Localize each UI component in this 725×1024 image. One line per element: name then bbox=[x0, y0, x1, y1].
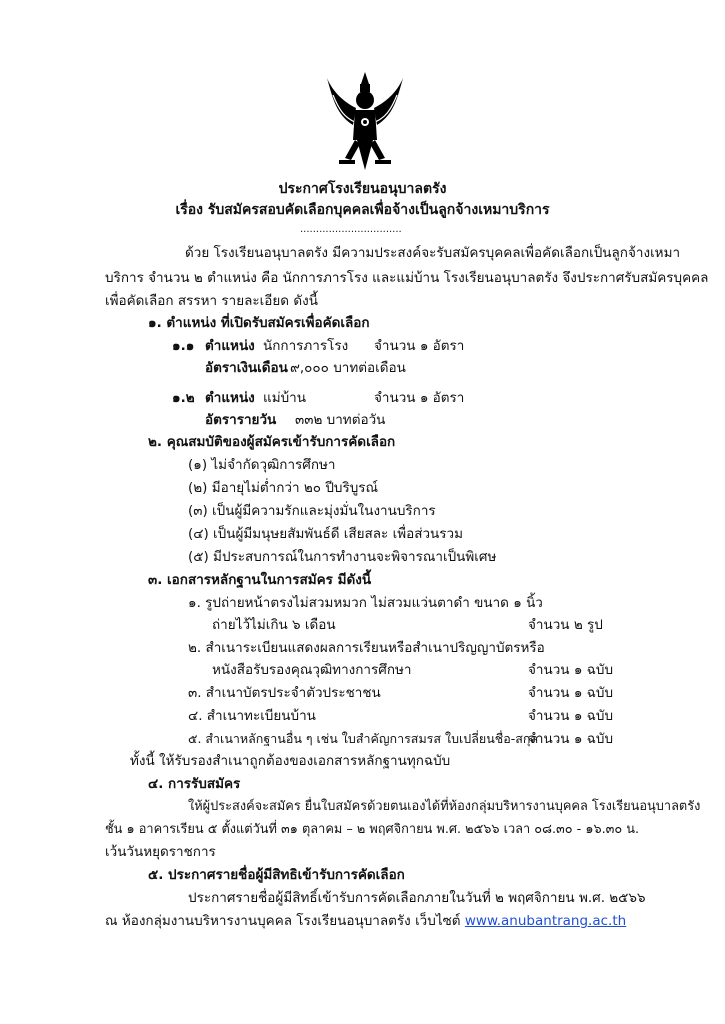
position-2-pay-value: ๓๓๒ บาทต่อวัน bbox=[295, 412, 386, 428]
documents-certification-note: ทั้งนี้ ให้รับรองสำเนาถูกต้องของเอกสารหลักฐานทุกฉบับ bbox=[130, 753, 451, 769]
document-item-2-line-2: หนังสือรับรองคุณวุฒิทางการศึกษา bbox=[212, 662, 412, 678]
position-1-number: ๑.๑ bbox=[172, 338, 195, 354]
position-2-name: แม่บ้าน bbox=[263, 390, 306, 406]
application-line-2: ชั้น ๑ อาคารเรียน ๕ ตั้งแต่วันที่ ๓๑ ตุลาคม – ๒ พฤศจิกายน พ.ศ. ๒๕๖๖ เวลา ๐๘.๓๐ - ๑๖.๓๐ น. bbox=[105, 822, 640, 837]
announcement-line-1: ประกาศรายชื่อผู้มีสิทธิ์เข้ารับการคัดเลือกภายในวันที่ ๒ พฤศจิกายน พ.ศ. ๒๕๖๖ bbox=[188, 890, 646, 906]
document-item-1-line-1: ๑. รูปถ่ายหน้าตรงไม่สวมหมวก ไม่สวมแว่นตาดำ ขนาด ๑ นิ้ว bbox=[188, 595, 543, 611]
website-link[interactable]: www.anubantrang.ac.th bbox=[464, 913, 627, 929]
position-2-pay-label: อัตรารายวัน bbox=[205, 412, 277, 428]
intro-line-3: เพื่อคัดเลือก สรรหา รายละเอียด ดังนี้ bbox=[105, 293, 318, 309]
qualification-item: (๑) ไม่จำกัดวุฒิการศึกษา bbox=[188, 457, 336, 473]
qualification-item: (๒) มีอายุไม่ต่ำกว่า ๒๐ ปีบริบูรณ์ bbox=[188, 480, 379, 496]
position-1-name: นักการภารโรง bbox=[263, 338, 349, 354]
document-item-4: ๔. สำเนาทะเบียนบ้าน bbox=[188, 708, 316, 724]
title-divider-dots: ................................ bbox=[300, 224, 402, 235]
section-1-heading: ๑. ตำแหน่ง ที่เปิดรับสมัครเพื่อคัดเลือก bbox=[148, 315, 370, 331]
intro-line-2: บริการ จำนวน ๒ ตำแหน่ง คือ นักการภารโรง และแม่บ้าน โรงเรียนอนุบาลตรัง จึงประกาศรับสมัครบุคคล bbox=[105, 270, 709, 286]
position-1-pay-label: อัตราเงินเดือน bbox=[205, 360, 288, 376]
garuda-emblem-icon bbox=[325, 70, 405, 175]
section-2-heading: ๒. คุณสมบัติของผู้สมัครเข้ารับการคัดเลือก bbox=[148, 434, 396, 450]
document-item-5-quantity: จำนวน ๑ ฉบับ bbox=[528, 731, 614, 747]
application-line-1: ให้ผู้ประสงค์จะสมัคร ยื่นใบสมัครด้วยตนเองได้ที่ห้องกลุ่มบริหารงานบุคคล โรงเรียนอนุบาลตรัง bbox=[188, 799, 701, 814]
document-item-3-quantity: จำนวน ๑ ฉบับ bbox=[528, 685, 614, 701]
position-1-pay-value: ๙,๐๐๐ บาทต่อเดือน bbox=[290, 360, 406, 376]
document-item-1-line-2: ถ่ายไว้ไม่เกิน ๖ เดือน bbox=[212, 617, 336, 633]
document-item-5: ๕. สำเนาหลักฐานอื่น ๆ เช่น ใบสำคัญการสมรส ใบเปลี่ยนชื่อ-สกุล bbox=[188, 731, 539, 746]
position-2-count: จำนวน ๑ อัตรา bbox=[374, 390, 465, 406]
announcement-title: ประกาศโรงเรียนอนุบาลตรัง bbox=[278, 181, 447, 197]
document-item-4-quantity: จำนวน ๑ ฉบับ bbox=[528, 708, 614, 724]
announcement-location: ณ ห้องกลุ่มงานบริหารงานบุคคล โรงเรียนอนุบาลตรัง เว็บไซต์ bbox=[105, 913, 461, 929]
application-line-3: เว้นวันหยุดราชการ bbox=[105, 844, 216, 860]
qualification-item: (๔) เป็นผู้มีมนุษยสัมพันธ์ดี เสียสละ เพื่อส่วนรวม bbox=[188, 526, 463, 542]
document-item-1-quantity: จำนวน ๒ รูป bbox=[528, 617, 603, 633]
document-item-3: ๓. สำเนาบัตรประจำตัวประชาชน bbox=[188, 685, 381, 701]
qualification-item: (๓) เป็นผู้มีความรักและมุ่งมั่นในงานบริการ bbox=[188, 503, 436, 519]
section-5-heading: ๕. ประกาศรายชื่อผู้มีสิทธิเข้ารับการคัดเลือก bbox=[148, 867, 405, 883]
document-item-2-quantity: จำนวน ๑ ฉบับ bbox=[528, 662, 614, 678]
announcement-subject: เรื่อง รับสมัครสอบคัดเลือกบุคคลเพื่อจ้างเป็นลูกจ้างเหมาบริการ bbox=[175, 202, 550, 218]
position-1-count: จำนวน ๑ อัตรา bbox=[374, 338, 465, 354]
section-4-heading: ๔. การรับสมัคร bbox=[148, 776, 241, 792]
position-2-number: ๑.๒ bbox=[172, 390, 195, 406]
intro-line-1: ด้วย โรงเรียนอนุบาลตรัง มีความประสงค์จะรับสมัครบุคคลเพื่อคัดเลือกเป็นลูกจ้างเหมา bbox=[185, 245, 681, 261]
qualification-item: (๕) มีประสบการณ์ในการทำงานจะพิจารณาเป็นพิเศษ bbox=[188, 549, 497, 565]
announcement-line-2 bbox=[105, 912, 626, 930]
position-2-label: ตำแหน่ง bbox=[205, 390, 255, 406]
section-3-heading: ๓. เอกสารหลักฐานในการสมัคร มีดังนี้ bbox=[148, 572, 372, 588]
position-1-label: ตำแหน่ง bbox=[205, 338, 255, 354]
document-item-2-line-1: ๒. สำเนาระเบียนแสดงผลการเรียนหรือสำเนาปริญญาบัตรหรือ bbox=[188, 640, 545, 656]
